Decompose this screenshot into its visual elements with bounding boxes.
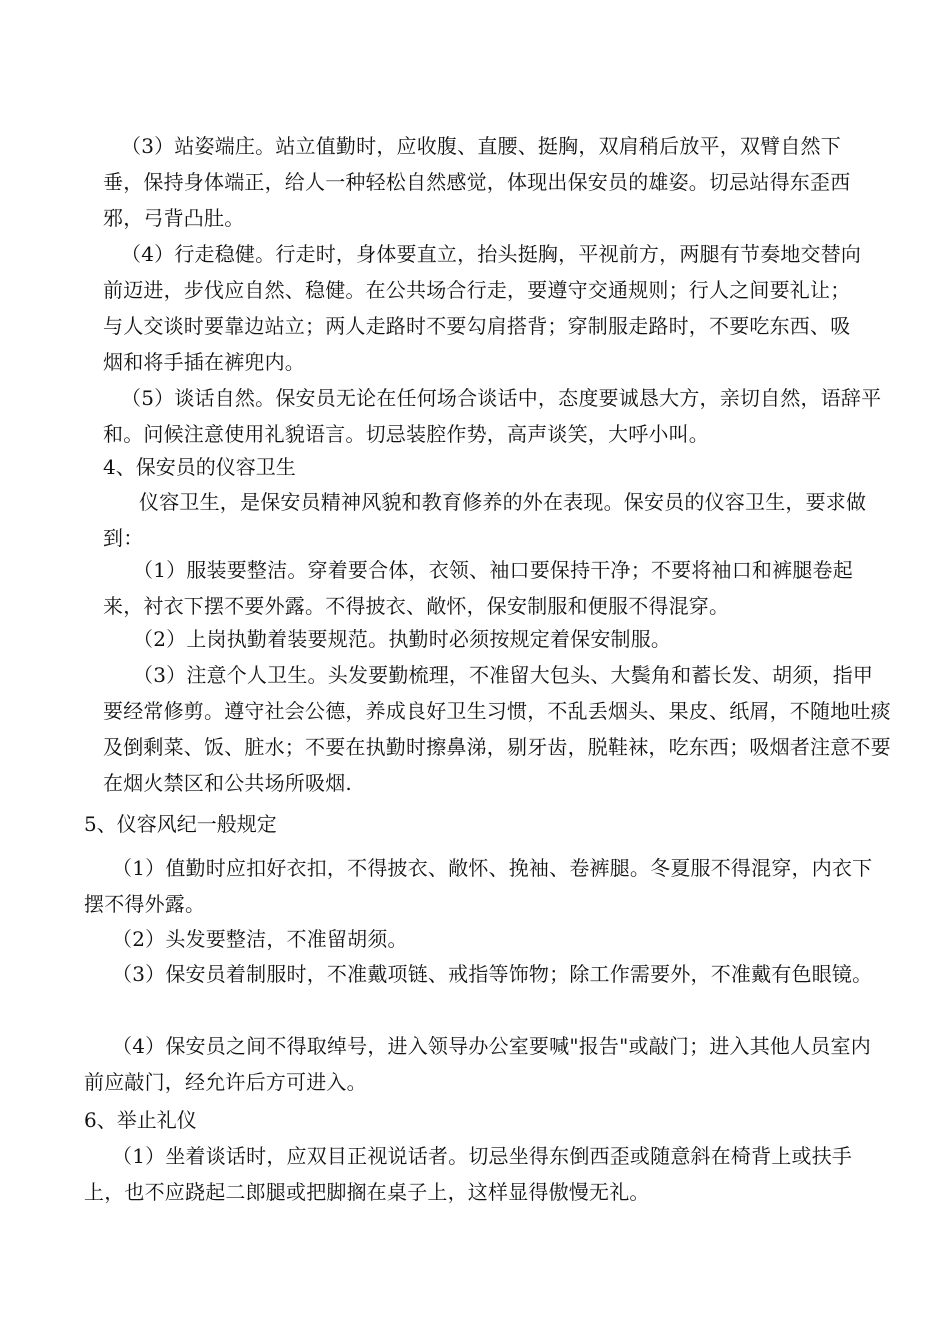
paragraph-clothing: （1）服装要整洁。穿着要合体，衣领、袖口要保持干净；不要将袖口和裤腿卷起来，衬衣下摆不要外露。不得披衣、敞怀，保安制服和便服不得混穿。 xyxy=(103,558,853,618)
section-4-heading: 4、保安员的仪容卫生 xyxy=(103,455,296,479)
paragraph-dress-rules: （1）值勤时应扣好衣扣，不得披衣、敞怀、挽袖、卷裤腿。冬夏服不得混穿，内衣下摆不得外露。 xyxy=(84,856,873,916)
paragraph-conduct-rules: （4）保安员之间不得取绰号，进入领导办公室要喊"报告"或敲门；进入其他人员室内前应敲门，经允许后方可进入。 xyxy=(84,1034,871,1094)
paragraph-uniform: （2）上岗执勤着装要规范。执勤时必须按规定着保安制服。 xyxy=(133,627,672,651)
section-5-heading: 5、仪容风纪一般规定 xyxy=(84,812,277,836)
paragraph-standing-posture: （3）站姿端庄。站立值勤时，应收腹、直腰、挺胸，双肩稍后放平，双臂自然下垂，保持身体端正，给人一种轻松自然感觉，体现出保安员的雄姿。切忌站得东歪西邪，弓背凸肚。 xyxy=(103,134,851,230)
paragraph-appearance-intro: 仪容卫生，是保安员精神风貌和教育修养的外在表现。保安员的仪容卫生，要求做到： xyxy=(103,490,867,550)
paragraph-talking: （5）谈话自然。保安员无论在任何场合谈话中，态度要诚恳大方，亲切自然，语辞平和。问候注意使用礼貌语言。切忌装腔作势，高声谈笑，大呼小叫。 xyxy=(103,386,882,446)
paragraph-sitting: （1）坐着谈话时，应双目正视说话者。切忌坐得东倒西歪或随意斜在椅背上或扶手上，也不应跷起二郎腿或把脚搁在桌子上，这样显得傲慢无礼。 xyxy=(84,1144,853,1204)
paragraph-walking: （4）行走稳健。行走时，身体要直立，抬头挺胸，平视前方，两腿有节奏地交替向前迈进，步伐应自然、稳健。在公共场合行走，要遵守交通规则；行人之间要礼让；与人交谈时要靠边站立；两人走路时不要勾肩搭背；穿制服走路时，不要吃东西、吸烟和将手插在裤兜内。 xyxy=(103,242,862,374)
section-6-heading: 6、举止礼仪 xyxy=(84,1108,197,1132)
paragraph-hygiene: （3）注意个人卫生。头发要勤梳理，不准留大包头、大鬓角和蓄长发、胡须，指甲要经常修剪。遵守社会公德，养成良好卫生习惯，不乱丢烟头、果皮、纸屑，不随地吐痰及倒剩菜、饭、脏水；不要在执勤时擦鼻涕，剔牙齿，脱鞋袜，吃东西；吸烟者注意不要在烟火禁区和公共场所吸烟. xyxy=(103,663,891,795)
paragraph-accessory-rules: （3）保安员着制服时，不准戴项链、戒指等饰物；除工作需要外，不准戴有色眼镜。 xyxy=(112,962,873,986)
paragraph-hair-rules: （2）头发要整洁，不准留胡须。 xyxy=(112,927,408,951)
